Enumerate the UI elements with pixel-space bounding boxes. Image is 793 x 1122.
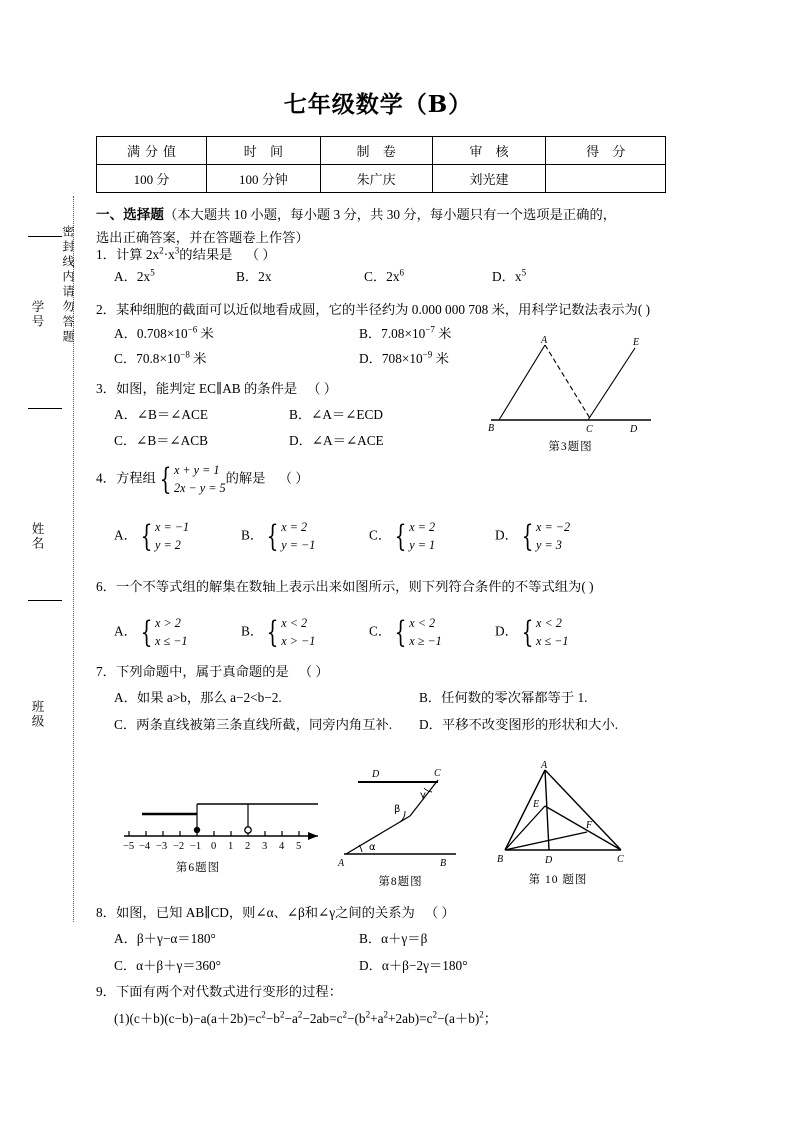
svg-text:F: F bbox=[586, 820, 593, 831]
question-9 bbox=[96, 985, 736, 1026]
question-4-stem: 4．方程组 { x + y = 1 2x − y = 5 的解是 （ ） bbox=[96, 461, 309, 497]
svg-text:3: 3 bbox=[262, 841, 268, 852]
svg-text:γ: γ bbox=[420, 790, 426, 801]
svg-text:C: C bbox=[434, 768, 441, 779]
seal-field-student-id: 学号 bbox=[30, 300, 44, 329]
td-full-score: 100 分 bbox=[133, 172, 170, 187]
svg-text:−4: −4 bbox=[139, 841, 151, 852]
figure-question-6 bbox=[118, 786, 333, 875]
question-6 bbox=[96, 580, 716, 651]
question-8-option-b[interactable]: B．α＋γ＝β bbox=[359, 931, 428, 947]
question-2-option-a[interactable]: A．$0.708\times 10^{-6}$ 米 bbox=[114, 324, 214, 342]
number-line-closed-dot bbox=[194, 827, 200, 833]
figure-question-8 bbox=[328, 762, 473, 889]
seal-rule-1 bbox=[28, 236, 62, 237]
question-6-number: 6． bbox=[96, 579, 116, 594]
question-3-number: 3． bbox=[96, 381, 116, 396]
question-1-option-b[interactable]: B．2x bbox=[236, 269, 272, 285]
question-3-stem: 3．如图，能判定 EC∥AB 的条件是 （ ） bbox=[96, 381, 338, 396]
question-8-option-c[interactable]: C．α＋β＋γ＝360° bbox=[114, 957, 221, 973]
question-2-number: 2． bbox=[96, 302, 116, 317]
question-4 bbox=[96, 462, 716, 555]
question-4-option-a[interactable]: A． { x = −1 y = 2 bbox=[114, 519, 190, 555]
svg-text:0: 0 bbox=[211, 841, 217, 852]
svg-text:−1: −1 bbox=[190, 841, 202, 852]
svg-text:D: D bbox=[630, 424, 638, 435]
question-7-option-c[interactable]: C．两条直线被第三条直线所截，同旁内角互补. bbox=[114, 716, 393, 732]
table-row-values bbox=[97, 165, 666, 193]
question-3-option-b[interactable]: B．∠A＝∠ECD bbox=[289, 407, 383, 423]
section-1-heading-block bbox=[96, 208, 696, 244]
question-4-answer-paren[interactable]: （ ） bbox=[278, 470, 309, 486]
question-6-option-d[interactable]: D． { x < 2 x ≤ −1 bbox=[495, 615, 569, 651]
table-row-headers bbox=[97, 137, 666, 165]
question-2-stem: 2．某种细胞的截面可以近似地看成圆，它的半径约为 0.000 000 708 米，用科学记数法表示为( ) bbox=[96, 302, 651, 317]
question-3 bbox=[96, 382, 516, 447]
question-3-option-a[interactable]: A．∠B＝∠ACE bbox=[114, 407, 208, 423]
question-8-answer-paren[interactable]: （ ） bbox=[424, 905, 455, 920]
question-8-option-d[interactable]: D．α＋β−2γ＝180° bbox=[359, 957, 468, 973]
svg-text:−5: −5 bbox=[123, 841, 135, 852]
question-7-option-b[interactable]: B．任何数的零次幂都等于 1. bbox=[419, 690, 588, 706]
question-1-option-c[interactable]: C．$2x^6$ bbox=[364, 267, 404, 285]
figure-question-3-caption: 第3题图 bbox=[548, 441, 593, 453]
svg-text:B: B bbox=[488, 423, 495, 434]
question-4-option-b[interactable]: B． { x = 2 y = −1 bbox=[241, 519, 316, 555]
seal-rule-3 bbox=[28, 600, 62, 601]
question-3-option-d[interactable]: D．∠A＝∠ACE bbox=[289, 432, 384, 448]
svg-text:β: β bbox=[394, 804, 401, 815]
figure-question-10 bbox=[483, 758, 633, 887]
question-8-option-a[interactable]: A．β＋γ−α＝180° bbox=[114, 931, 216, 947]
svg-text:5: 5 bbox=[296, 841, 302, 852]
question-2-option-b[interactable]: B．$7.08\times 10^{-7}$ 米 bbox=[359, 324, 452, 342]
question-4-system: { x + y = 1 2x − y = 5 bbox=[159, 461, 226, 497]
question-1-option-a[interactable]: A．$2x^5$ bbox=[114, 267, 155, 285]
seal-field-class: 班级 bbox=[30, 700, 44, 729]
page-title: 七年级数学（B） bbox=[283, 91, 473, 118]
svg-text:B: B bbox=[497, 854, 504, 865]
question-6-option-a[interactable]: A． { x > 2 x ≤ −1 bbox=[114, 615, 188, 651]
svg-text:E: E bbox=[633, 337, 640, 348]
svg-text:1: 1 bbox=[228, 841, 234, 852]
question-8 bbox=[96, 906, 716, 972]
th-time: 时 间 bbox=[243, 144, 288, 159]
question-7-stem: 7．下列命题中，属于真命题的是 （ ） bbox=[96, 664, 329, 679]
question-6-option-c[interactable]: C． { x < 2 x ≥ −1 bbox=[369, 615, 442, 651]
question-3-option-c[interactable]: C．∠B＝∠ACB bbox=[114, 432, 208, 448]
svg-text:−2: −2 bbox=[173, 841, 185, 852]
svg-text:D: D bbox=[545, 855, 553, 866]
question-7-number: 7． bbox=[96, 664, 116, 679]
question-4-number: 4． bbox=[96, 470, 116, 486]
question-7-option-d[interactable]: D．平移不改变图形的形状和大小. bbox=[419, 716, 619, 732]
th-reviewer: 审 核 bbox=[469, 144, 514, 159]
svg-text:B: B bbox=[440, 858, 447, 869]
question-4-option-d[interactable]: D． { x = −2 y = 3 bbox=[495, 519, 571, 555]
svg-text:A: A bbox=[541, 335, 548, 346]
th-setter: 制 卷 bbox=[356, 144, 401, 159]
svg-text:A: A bbox=[338, 858, 345, 869]
svg-text:4: 4 bbox=[279, 841, 285, 852]
svg-text:A: A bbox=[541, 760, 548, 771]
question-4-option-c[interactable]: C． { x = 2 y = 1 bbox=[369, 519, 436, 555]
question-9-stem: 9．下面有两个对代数式进行变形的过程： bbox=[96, 984, 342, 999]
svg-text:−3: −3 bbox=[156, 841, 168, 852]
question-2-option-c[interactable]: C．$70.8\times 10^{-8}$ 米 bbox=[114, 349, 207, 366]
td-reviewer: 刘光建 bbox=[469, 172, 509, 187]
td-setter: 朱广庆 bbox=[356, 172, 396, 187]
figure-question-8-caption: 第8题图 bbox=[378, 876, 423, 888]
number-line-open-circle bbox=[245, 827, 251, 833]
seal-field-name: 姓名 bbox=[30, 522, 44, 551]
question-8-stem: 8．如图，已知 AB∥CD，则∠α、∠β和∠γ之间的关系为 （ ） bbox=[96, 905, 455, 920]
th-score: 得 分 bbox=[586, 144, 631, 159]
question-1 bbox=[96, 245, 696, 285]
question-9-line-1: $(1)(c+b)(c-b)-a(a+2b)=c^2-b^2-a^2-2ab=c^2-(b^2+a^2+2ab)=c^2-(a+b)^2$； bbox=[114, 1009, 498, 1027]
td-time: 100 分钟 bbox=[238, 172, 288, 187]
svg-text:α: α bbox=[369, 842, 376, 853]
seal-notice-text: 密封线内请勿答题 bbox=[61, 225, 75, 345]
section-1-desc-line2: 选出正确答案，并在答题卷上作答） bbox=[96, 229, 309, 245]
section-1-heading: 一、选择题 bbox=[96, 207, 164, 222]
question-1-option-d[interactable]: D．$x^5$ bbox=[492, 267, 527, 285]
exam-info-table bbox=[96, 136, 666, 193]
figure-question-10-caption: 第 10 题图 bbox=[528, 874, 588, 886]
svg-text:C: C bbox=[586, 424, 593, 435]
question-2-option-d[interactable]: D．$708\times 10^{-9}$ 米 bbox=[359, 349, 449, 366]
question-8-number: 8． bbox=[96, 905, 116, 920]
question-7-option-a[interactable]: A．如果 a>b，那么 a−2<b−2. bbox=[114, 690, 282, 706]
question-6-stem: 6．一个不等式组的解集在数轴上表示出来如图所示，则下列符合条件的不等式组为( ) bbox=[96, 579, 594, 594]
seal-rule-2 bbox=[28, 408, 62, 409]
section-1-desc-line1: （本大题共 10 小题，每小题 3 分，共 30 分，每小题只有一个选项是正确的， bbox=[163, 207, 617, 222]
question-1-number: 1． bbox=[96, 247, 116, 262]
question-9-number: 9． bbox=[96, 984, 116, 999]
question-7 bbox=[96, 665, 716, 731]
question-1-stem: 1．计算 $2x^2\cdot x^3$的结果是 （ ） bbox=[96, 245, 276, 262]
svg-text:D: D bbox=[372, 769, 380, 780]
seal-margin bbox=[0, 0, 88, 1122]
question-7-answer-paren[interactable]: （ ） bbox=[298, 664, 329, 679]
figure-question-6-caption: 第6题图 bbox=[175, 862, 221, 874]
th-full-score: 满分值 bbox=[126, 144, 181, 159]
question-1-answer-paren[interactable]: （ ） bbox=[245, 247, 276, 262]
question-3-answer-paren[interactable]: （ ） bbox=[307, 381, 338, 396]
svg-text:E: E bbox=[533, 799, 540, 810]
svg-text:2: 2 bbox=[245, 841, 251, 852]
question-6-option-b[interactable]: B． { x < 2 x > −1 bbox=[241, 615, 316, 651]
svg-text:C: C bbox=[617, 854, 624, 865]
figure-question-3 bbox=[483, 332, 658, 454]
